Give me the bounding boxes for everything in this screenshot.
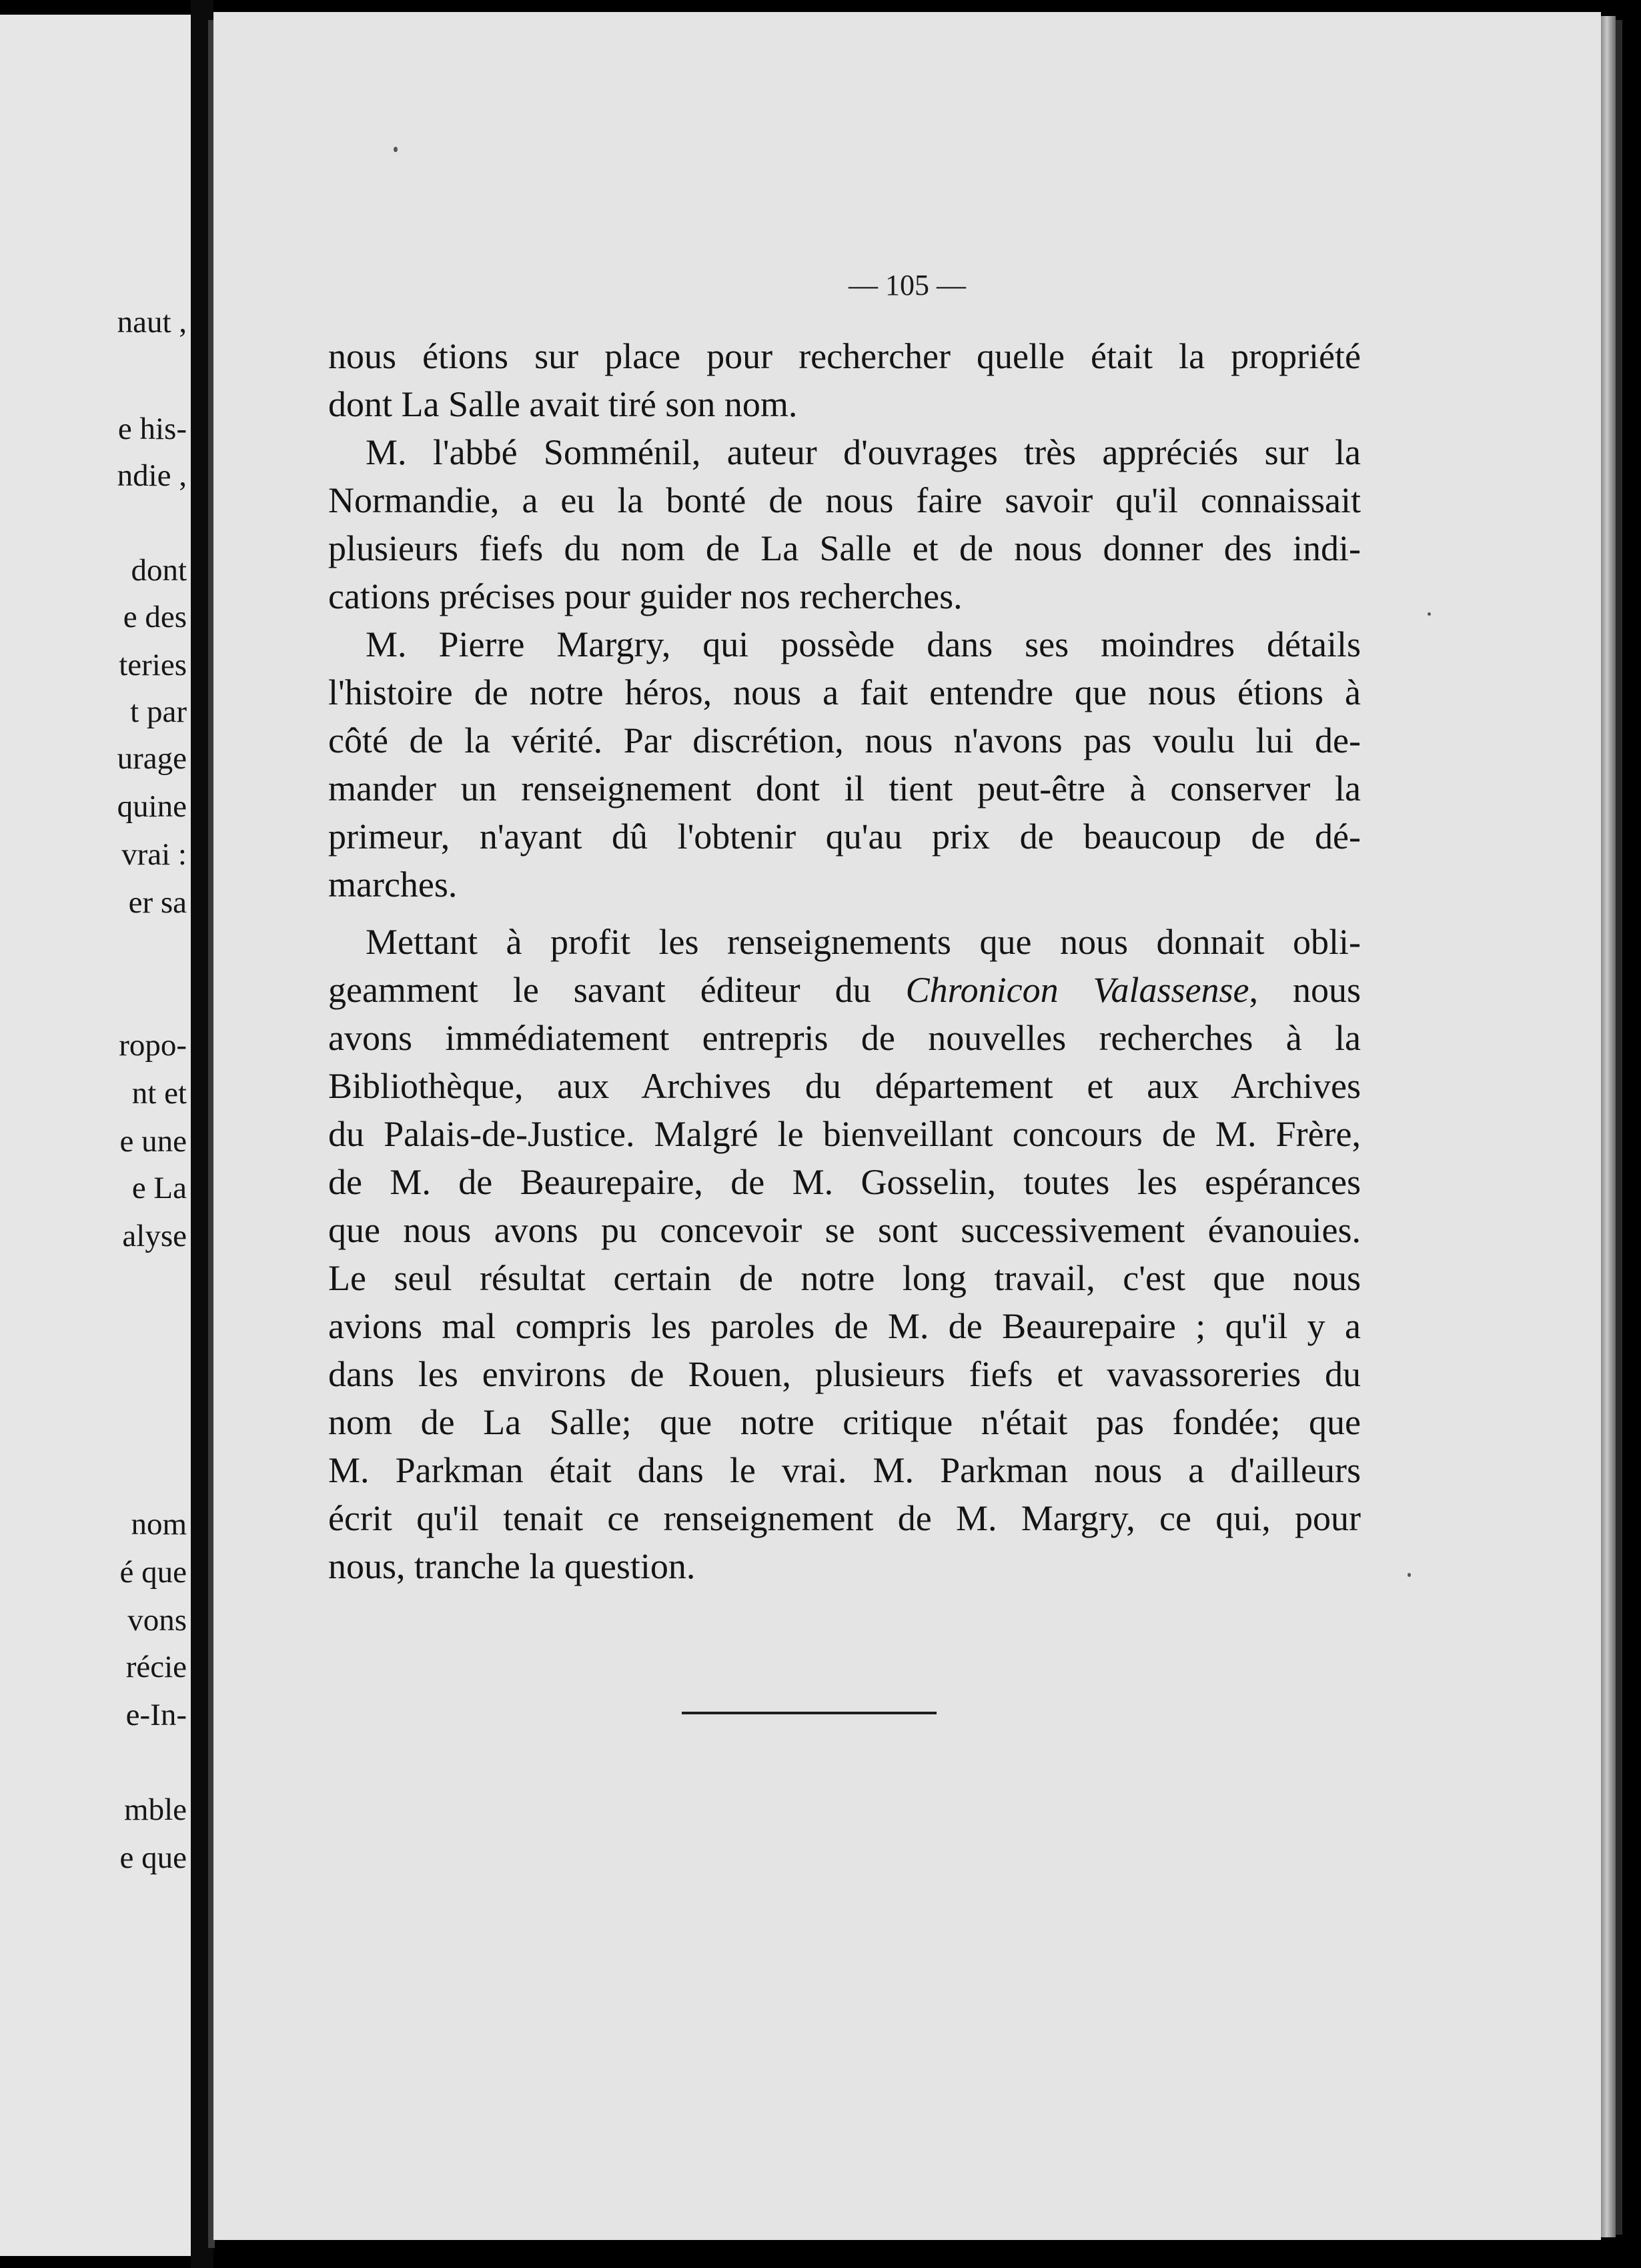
- left-page-line: é que: [119, 1555, 187, 1590]
- left-page-line: ropo-: [119, 1028, 187, 1063]
- text-line: nous, tranche la question.: [328, 1546, 696, 1586]
- text-line: du Palais-de-Justice. Malgré le bienveillant concours de M. Frère,: [328, 1114, 1361, 1154]
- text-line: écrit qu'il tenait ce renseignement de M. Margry, ce qui, pour: [328, 1498, 1361, 1538]
- paper-speck: [1408, 1573, 1411, 1577]
- text-line: nous étions sur place pour rechercher quelle était la propriété: [328, 336, 1361, 376]
- left-page-line: nom: [131, 1507, 187, 1542]
- left-page-line: dont: [131, 553, 187, 588]
- text-line: marches.: [328, 865, 458, 905]
- text-line: Normandie, a eu la bonté de nous faire savoir qu'il connaissait: [328, 480, 1361, 520]
- italic-title: Chronicon Valassense: [905, 970, 1249, 1010]
- text-line: [328, 966, 1361, 1014]
- text-line: primeur, n'ayant dû l'obtenir qu'au prix de beaucoup de dé-: [328, 816, 1361, 857]
- paper-speck: [394, 147, 398, 152]
- page-edge: [1601, 16, 1616, 2237]
- text-line: l'histoire de notre héros, nous a fait entendre que nous étions à: [328, 672, 1361, 712]
- left-page-line: e his-: [117, 412, 187, 446]
- left-page-line: vrai :: [121, 837, 187, 872]
- left-page-line: naut ,: [117, 305, 187, 340]
- text-line: de M. de Beaurepaire, de M. Gosselin, toutes les espérances: [328, 1162, 1361, 1202]
- text-line: nom de La Salle; que notre critique n'était pas fondée; que: [328, 1402, 1361, 1442]
- text-line: dans les environs de Rouen, plusieurs fiefs et vavassoreries du: [328, 1354, 1361, 1394]
- left-page-line: e-In-: [125, 1698, 187, 1732]
- left-page-line: e une: [119, 1124, 187, 1159]
- left-page-line: ndie ,: [117, 458, 187, 493]
- text-line: plusieurs fiefs du nom de La Salle et de nous donner des indi-: [328, 528, 1361, 568]
- left-page-line: alyse: [122, 1219, 187, 1253]
- left-page-fragment: [0, 15, 191, 2256]
- left-page-line: mble: [124, 1792, 187, 1827]
- text-line: mander un renseignement dont il tient peut-être à conserver la: [328, 768, 1361, 808]
- body-text: [328, 332, 1361, 1590]
- text-line: M. l'abbé Somménil, auteur d'ouvrages très appréciés sur la: [366, 432, 1361, 472]
- text-line: Le seul résultat certain de notre long travail, c'est que nous: [328, 1258, 1361, 1298]
- page-number: — 105 —: [849, 269, 966, 302]
- page-edge-shadow: [1616, 20, 1622, 2235]
- left-page-line: er sa: [128, 885, 187, 920]
- text-line: M. Pierre Margry, qui possède dans ses moindres détails: [366, 624, 1361, 664]
- text-line: dont La Salle avait tiré son nom.: [328, 384, 798, 424]
- text-run: geamment le savant éditeur du: [328, 970, 906, 1010]
- left-page-line: e des: [123, 600, 187, 634]
- text-line: Bibliothèque, aux Archives du département et aux Archives: [328, 1066, 1361, 1106]
- text-run: , nous: [1249, 970, 1361, 1010]
- left-page-line: vons: [127, 1603, 187, 1638]
- text-line: côté de la vérité. Par discrétion, nous n'avons pas voulu lui de-: [328, 720, 1361, 760]
- text-line: avions mal compris les paroles de M. de Beaurepaire ; qu'il y a: [328, 1306, 1361, 1346]
- text-line: que nous avons pu concevoir se sont successivement évanouies.: [328, 1210, 1361, 1250]
- paper-speck: [1428, 612, 1431, 616]
- left-page-line: e La: [131, 1171, 187, 1205]
- left-page-line: quine: [117, 789, 187, 824]
- text-line: avons immédiatement entrepris de nouvelles recherches à la: [328, 1018, 1361, 1058]
- left-page-line: teries: [119, 648, 187, 682]
- text-line: Mettant à profit les renseignements que nous donnait obli-: [366, 922, 1361, 962]
- left-page-line: nt et: [131, 1076, 187, 1111]
- left-page-line: récie: [125, 1650, 187, 1684]
- left-page-line: urage: [117, 741, 187, 776]
- text-line: cations précises pour guider nos recherches.: [328, 576, 963, 616]
- left-page-line: t par: [130, 694, 187, 729]
- book-page: [213, 12, 1601, 2240]
- end-rule: [682, 1712, 937, 1714]
- text-line: M. Parkman était dans le vrai. M. Parkman nous a d'ailleurs: [328, 1450, 1361, 1490]
- left-page-line: e que: [119, 1840, 187, 1875]
